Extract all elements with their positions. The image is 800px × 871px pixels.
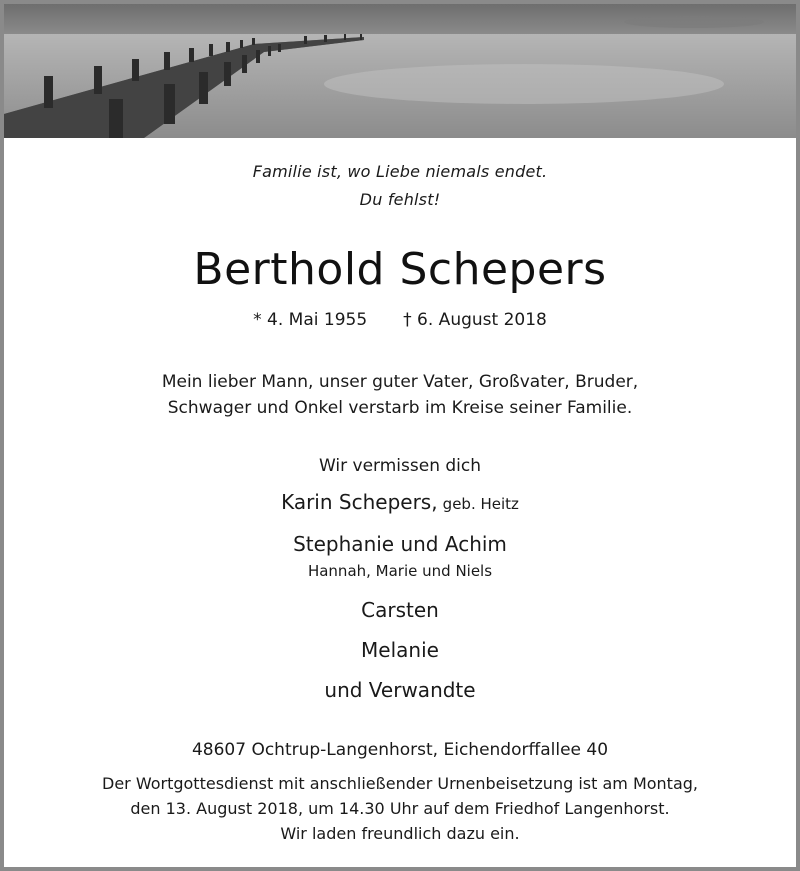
- mourner-grandchildren: Hannah, Marie und Niels: [307, 562, 493, 580]
- motto-line-1: Familie ist, wo Liebe niemals endet.: [252, 162, 548, 181]
- mourner-wife: [4, 490, 796, 514]
- announcement-line-2: Schwager und Onkel verstarb im Kreise seiner Familie.: [167, 398, 633, 418]
- mourner-child-1: Stephanie und Achim: [293, 532, 507, 556]
- jetty-lake-photo: [4, 4, 796, 138]
- birth-date: * 4. Mai 1955: [253, 310, 368, 330]
- service-line-1: Der Wortgottesdienst mit anschließender Urnenbeisetzung ist am Montag,: [102, 774, 698, 793]
- wife-name: Karin Schepers,: [281, 490, 438, 514]
- address: 48607 Ochtrup-Langenhorst, Eichendorffallee 40: [191, 740, 609, 760]
- mourner-child-2: Carsten: [361, 598, 439, 622]
- wife-maiden-name: geb. Heitz: [442, 495, 519, 513]
- motto-line-2: Du fehlst!: [359, 190, 441, 209]
- death-date: † 6. August 2018: [403, 310, 547, 330]
- announcement-line-1: Mein lieber Mann, unser guter Vater, Großvater, Bruder,: [161, 372, 639, 392]
- service-line-2: den 13. August 2018, um 14.30 Uhr auf dem Friedhof Langenhorst.: [130, 799, 670, 818]
- deceased-name: Berthold Schepers: [193, 244, 607, 295]
- mourners-intro: Wir vermissen dich: [318, 456, 482, 476]
- life-dates: [4, 310, 796, 330]
- mourner-relatives: und Verwandte: [324, 678, 476, 702]
- mourner-child-3: Melanie: [361, 638, 439, 662]
- service-line-3: Wir laden freundlich dazu ein.: [280, 824, 520, 843]
